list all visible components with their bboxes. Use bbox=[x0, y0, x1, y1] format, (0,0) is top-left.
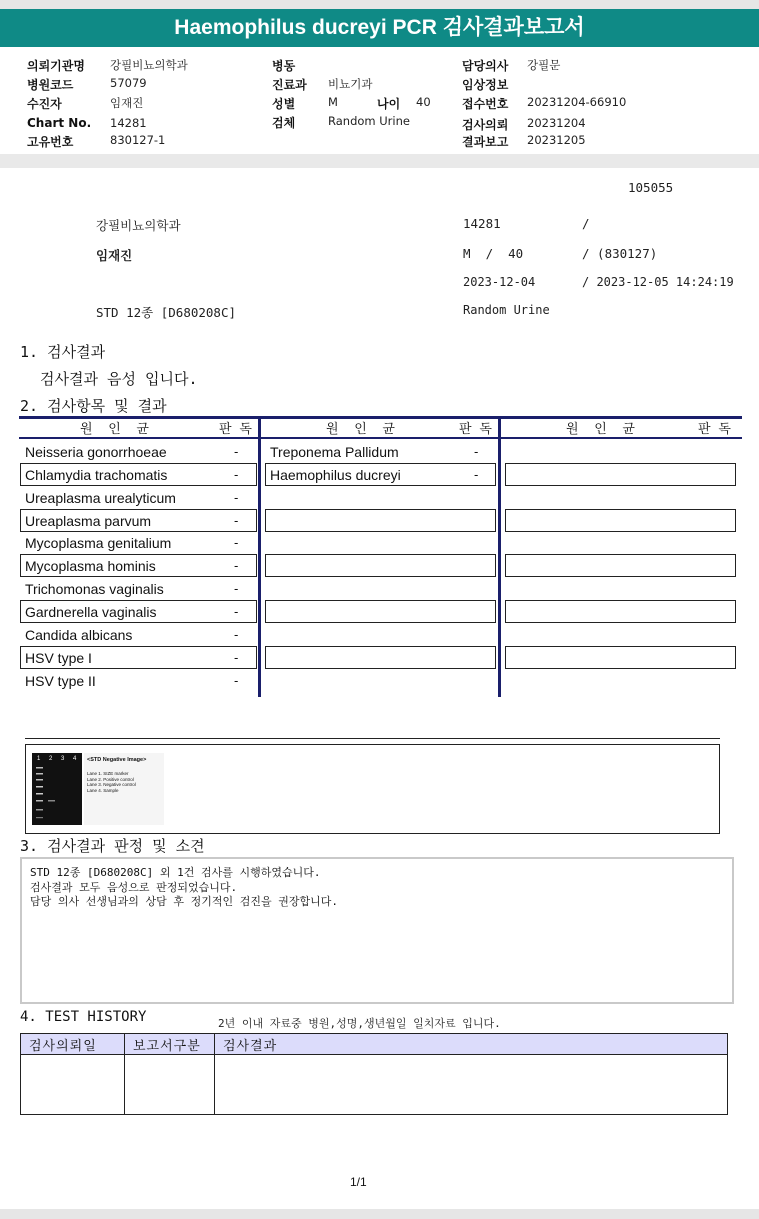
report-date-label: 결과보고 bbox=[462, 135, 509, 149]
pathogen-result: - bbox=[234, 535, 239, 550]
report-title: Haemophilus ducreyi PCR 검사결과보고서 bbox=[0, 9, 759, 47]
pathogen-result: - bbox=[234, 581, 239, 596]
pathogen-name: Ureaplasma parvum bbox=[25, 513, 152, 529]
pathogen-name: Chlamydia trachomatis bbox=[25, 467, 168, 483]
section4-title: 4. TEST HISTORY bbox=[20, 1009, 147, 1025]
summary-slash: / bbox=[582, 216, 590, 231]
department-value: 비뇨기과 bbox=[328, 77, 373, 91]
report-id: 105055 bbox=[628, 180, 674, 195]
pathogen-result: - bbox=[234, 467, 239, 482]
col3-pathogen-header: 원 인 균 bbox=[566, 422, 635, 437]
pathogen-name: Gardnerella vaginalis bbox=[25, 604, 157, 620]
gel-caption-line: Lane 4. Sample bbox=[87, 787, 119, 793]
section3-title: 3. 검사결과 판정 및 소견 bbox=[20, 837, 205, 855]
pathogen-name: Trichomonas vaginalis bbox=[25, 581, 164, 597]
test-history-table bbox=[20, 1033, 728, 1115]
hospital-code-label: 병원코드 bbox=[27, 78, 74, 92]
summary-patient: 임재진 bbox=[96, 248, 133, 263]
pathogen-result: - bbox=[234, 444, 239, 459]
pathogen-result: - bbox=[234, 604, 239, 619]
summary-report-datetime: / 2023-12-05 14:24:19 bbox=[582, 275, 734, 289]
sex-value: M bbox=[328, 95, 338, 109]
row-box bbox=[505, 600, 736, 623]
row-box bbox=[505, 554, 736, 577]
row-box bbox=[505, 646, 736, 669]
lane-label: 1 bbox=[37, 756, 41, 762]
pathogen-name: Candida albicans bbox=[25, 627, 133, 643]
request-date-label: 검사의뢰 bbox=[462, 118, 509, 132]
sex-label: 성별 bbox=[272, 97, 296, 111]
lane-label: 3 bbox=[61, 756, 65, 762]
age-label: 나이 bbox=[377, 97, 401, 111]
pathogen-name: Mycoplasma hominis bbox=[25, 558, 156, 574]
doctor-label: 담당의사 bbox=[462, 59, 509, 73]
chart-no-value: 14281 bbox=[110, 116, 147, 130]
gel-caption-line: Lane 1. SIZE marker bbox=[87, 771, 129, 776]
specimen-value: Random Urine bbox=[328, 114, 410, 128]
summary-birth: / (830127) bbox=[582, 246, 658, 261]
history-col-result: 검사결과 bbox=[215, 1034, 728, 1055]
doctor-value: 강필문 bbox=[527, 58, 561, 72]
bottom-margin-bar bbox=[0, 1209, 759, 1219]
col2-result-header: 판 독 bbox=[459, 422, 492, 437]
pathogen-name: Mycoplasma genitalium bbox=[25, 535, 172, 551]
receipt-no-value: 20231204-66910 bbox=[527, 95, 627, 109]
row-box bbox=[265, 646, 496, 669]
pathogen-result: - bbox=[234, 627, 239, 642]
pathogen-name: Treponema Pallidum bbox=[270, 444, 399, 460]
grid-divider-1 bbox=[258, 416, 261, 697]
row-box bbox=[265, 600, 496, 623]
section4-note: 2년 이내 자료중 병원,성명,생년월일 일치자료 입니다. bbox=[218, 1017, 501, 1030]
gel-caption bbox=[84, 753, 164, 825]
summary-sex-age: M / 40 bbox=[463, 246, 524, 261]
top-margin-bar bbox=[0, 0, 759, 9]
summary-chart-no: 14281 bbox=[463, 216, 501, 231]
unique-no-label: 고유번호 bbox=[27, 135, 74, 149]
row-box bbox=[265, 509, 496, 532]
patient-name-value: 임재진 bbox=[110, 96, 144, 110]
figure-top-rule bbox=[25, 738, 720, 739]
hospital-code-value: 57079 bbox=[110, 76, 147, 90]
history-cell bbox=[125, 1055, 215, 1115]
pathogen-result: - bbox=[474, 444, 479, 459]
grid-divider-2 bbox=[498, 416, 501, 697]
history-col-report-type: 보고서구분 bbox=[125, 1034, 215, 1055]
grid-header-rule bbox=[19, 437, 742, 439]
opinion-box bbox=[20, 857, 734, 1004]
ward-label: 병동 bbox=[272, 59, 296, 73]
pathogen-result: - bbox=[234, 513, 239, 528]
pathogen-result: - bbox=[234, 650, 239, 665]
patient-name-label: 수진자 bbox=[27, 97, 62, 111]
pathogen-name: Neisseria gonorrhoeae bbox=[25, 444, 167, 460]
request-date-value: 20231204 bbox=[527, 116, 586, 130]
pathogen-result: - bbox=[474, 467, 479, 482]
specimen-label: 검체 bbox=[272, 116, 296, 130]
history-cell bbox=[21, 1055, 125, 1115]
history-col-request-date: 검사의뢰일 bbox=[21, 1034, 125, 1055]
opinion-line: 담당 의사 선생님과의 상담 후 정기적인 검진을 권장합니다. bbox=[30, 895, 339, 908]
header-divider-band bbox=[0, 154, 759, 168]
gel-caption-title: <STD Negative Image> bbox=[87, 757, 147, 763]
clinical-info-label: 임상정보 bbox=[462, 78, 509, 92]
department-label: 진료과 bbox=[272, 78, 307, 92]
age-value: 40 bbox=[416, 95, 431, 109]
pathogen-name: HSV type I bbox=[25, 650, 92, 666]
hospital-name-value: 강필비뇨의학과 bbox=[110, 58, 188, 72]
unique-no-value: 830127-1 bbox=[110, 133, 166, 147]
pathogen-name: Haemophilus ducreyi bbox=[270, 467, 401, 483]
section2-title: 2. 검사항목 및 결과 bbox=[20, 397, 167, 415]
gel-electrophoresis-image bbox=[32, 753, 82, 825]
section1-title: 1. 검사결과 bbox=[20, 343, 106, 361]
gel-bands bbox=[32, 753, 82, 825]
pathogen-name: Ureaplasma urealyticum bbox=[25, 490, 176, 506]
receipt-no-label: 접수번호 bbox=[462, 97, 509, 111]
pathogen-result: - bbox=[234, 558, 239, 573]
pathogen-result: - bbox=[234, 490, 239, 505]
row-box bbox=[505, 509, 736, 532]
row-box bbox=[265, 554, 496, 577]
gel-caption-line: Lane 3. Negative control bbox=[87, 782, 136, 787]
gel-image-frame bbox=[25, 744, 720, 834]
col1-pathogen-header: 원 인 균 bbox=[80, 422, 149, 437]
opinion-line: STD 12종 [D680208C] 외 1건 검사를 시행하였습니다. bbox=[30, 866, 321, 879]
pathogen-name: HSV type II bbox=[25, 673, 96, 689]
pathogen-result: - bbox=[234, 673, 239, 688]
opinion-line: 검사결과 모두 음성으로 판정되었습니다. bbox=[30, 880, 238, 894]
section1-result-text: 검사결과 음성 입니다. bbox=[40, 370, 198, 388]
row-box bbox=[505, 463, 736, 486]
table-row bbox=[21, 1055, 728, 1115]
lane-label: 2 bbox=[49, 756, 53, 762]
summary-specimen: Random Urine bbox=[463, 303, 550, 317]
lane-label: 4 bbox=[73, 756, 77, 762]
summary-request-date: 2023-12-04 bbox=[463, 275, 536, 289]
hospital-name-label: 의뢰기관명 bbox=[27, 59, 85, 73]
chart-no-label: Chart No. bbox=[27, 116, 92, 130]
report-date-value: 20231205 bbox=[527, 133, 586, 147]
col1-result-header: 판 독 bbox=[219, 422, 252, 437]
gel-caption-line: Lane 2. Positive control bbox=[87, 776, 134, 782]
col2-pathogen-header: 원 인 균 bbox=[326, 422, 395, 437]
history-cell bbox=[215, 1055, 728, 1115]
summary-test-name: STD 12종 [D680208C] bbox=[96, 305, 237, 320]
col3-result-header: 판 독 bbox=[698, 422, 731, 437]
page-number: 1/1 bbox=[350, 1175, 367, 1189]
summary-hospital: 강필비뇨의학과 bbox=[96, 218, 181, 233]
